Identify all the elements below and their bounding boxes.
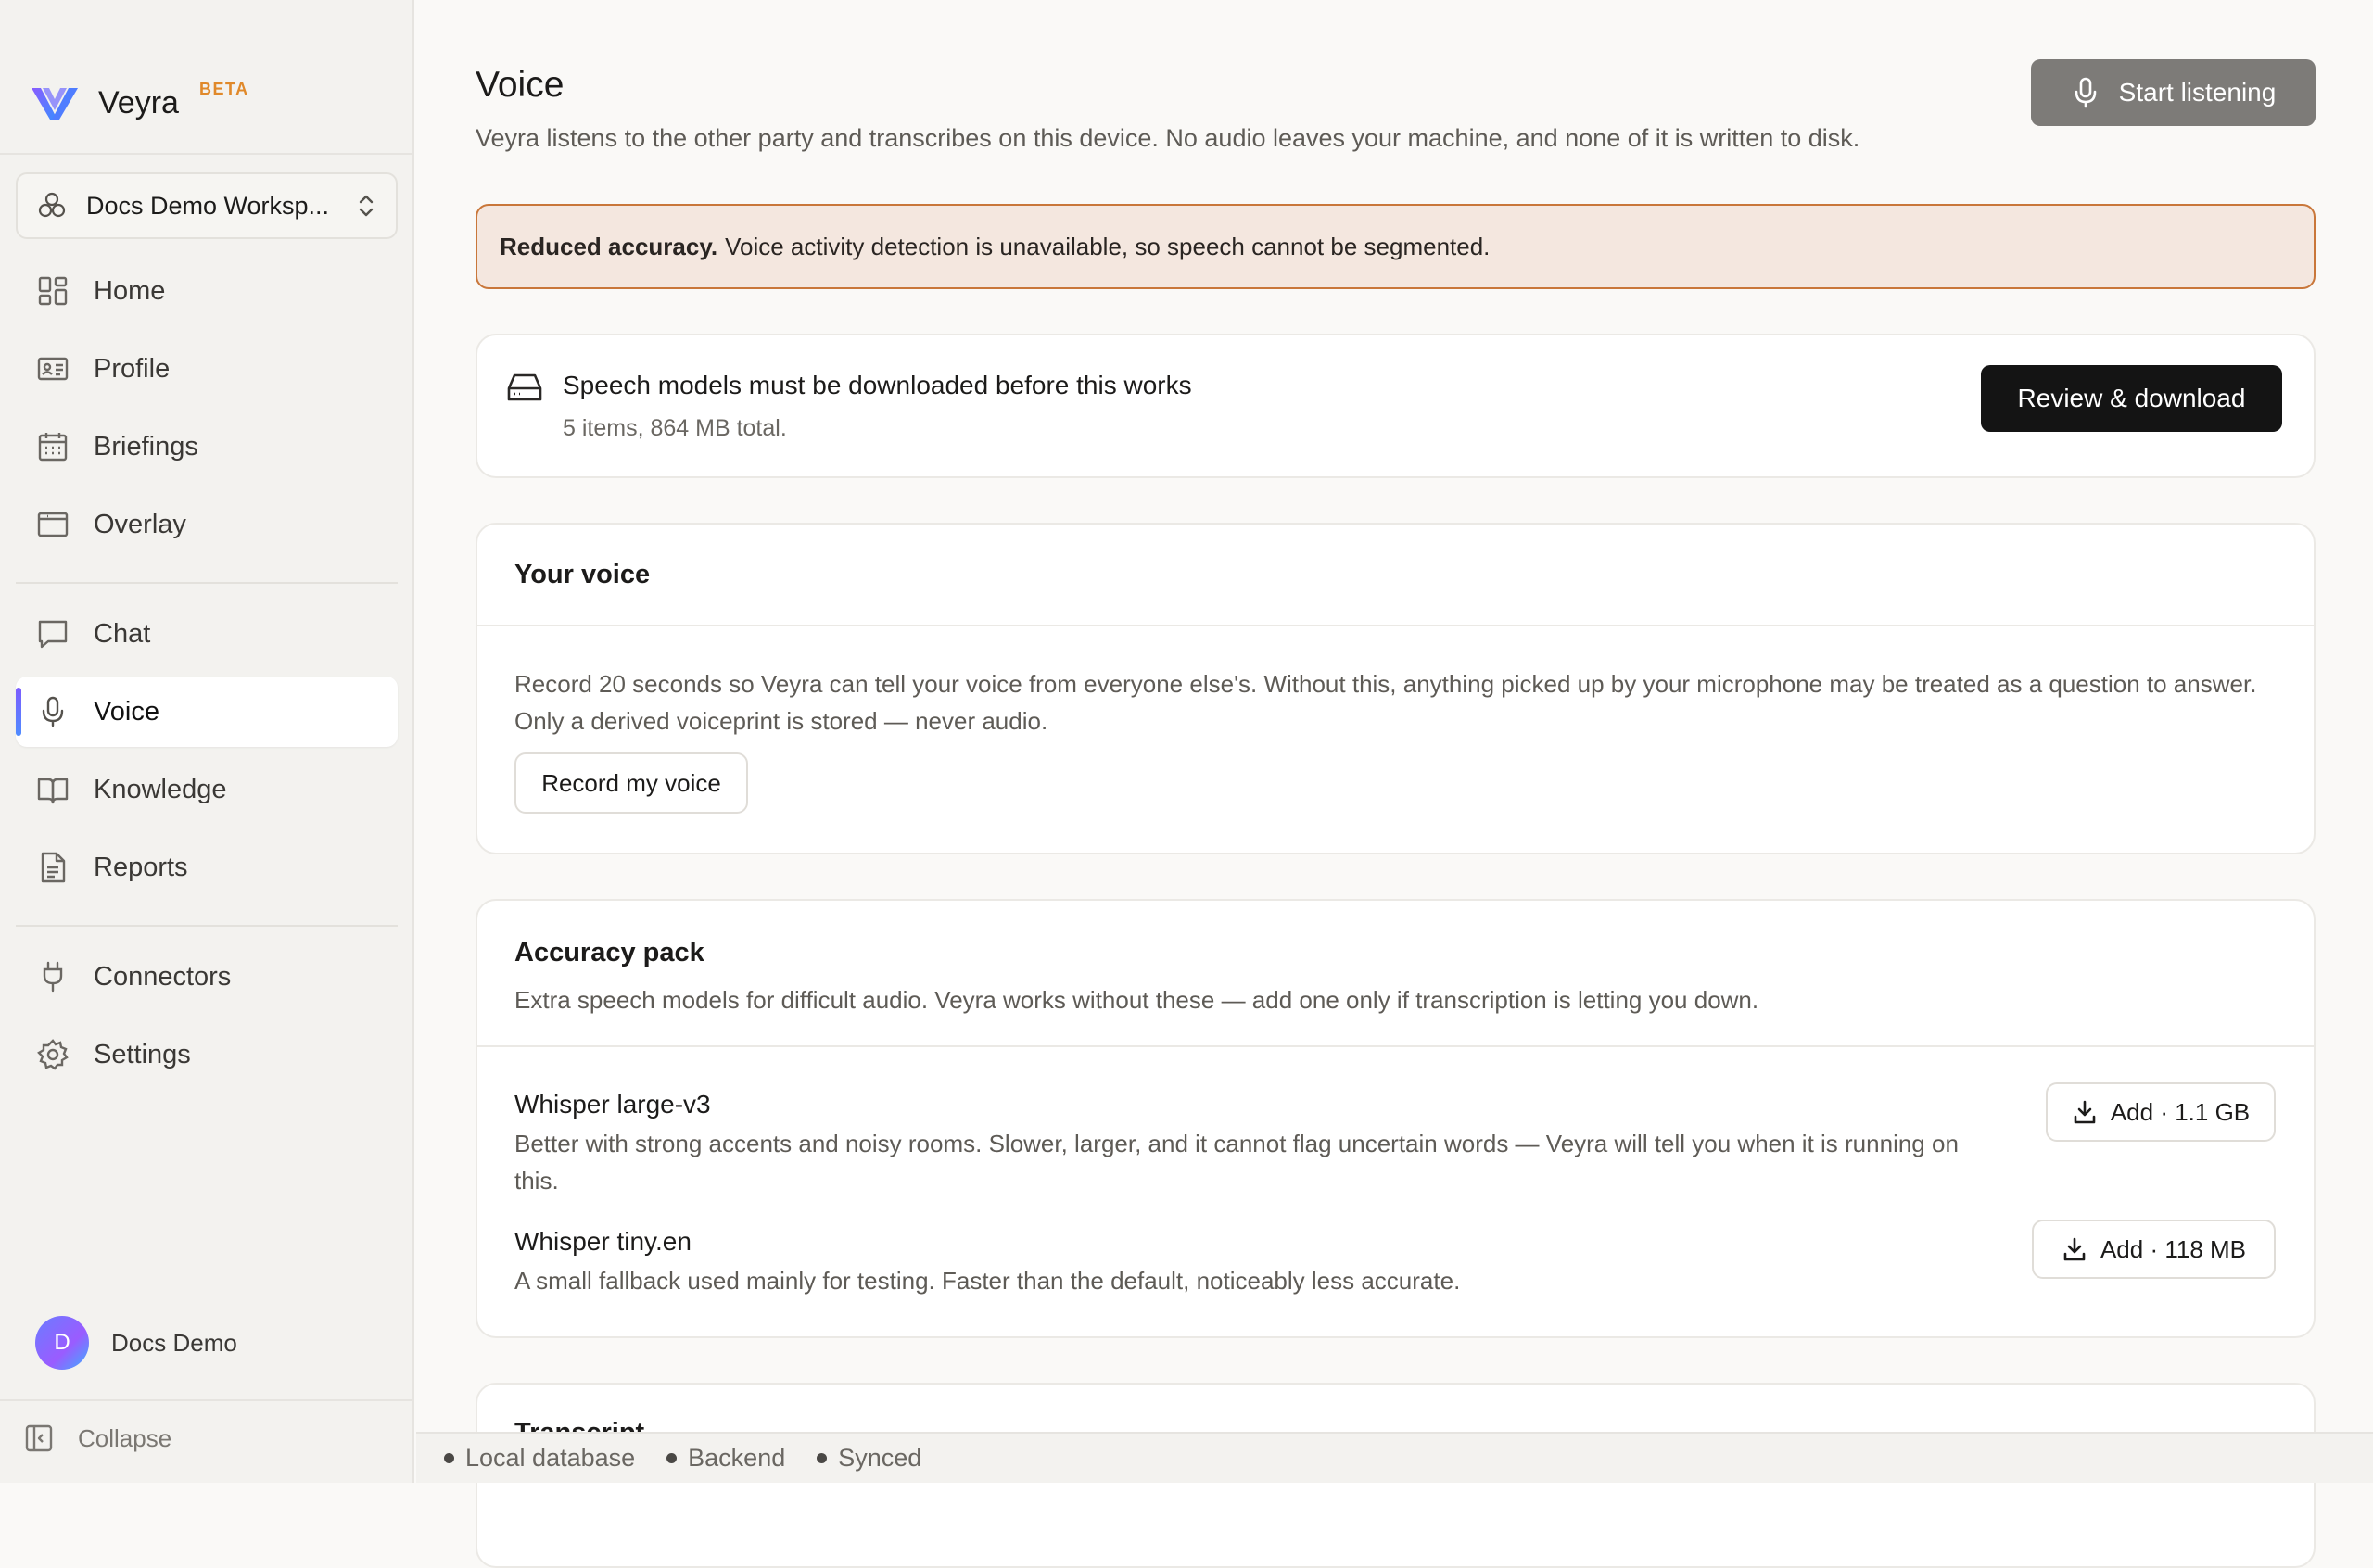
sidebar-item-label: Home: [94, 275, 166, 306]
model-name: Whisper large-v3: [514, 1090, 711, 1119]
collapse-button[interactable]: [24, 1423, 171, 1453]
collapse-label: Collapse: [78, 1423, 172, 1452]
sidebar-item-label: Briefings: [94, 431, 198, 462]
sidebar-item-label: Settings: [94, 1039, 191, 1069]
sidebar-item-voice[interactable]: [16, 677, 398, 747]
sidebar-item-knowledge[interactable]: [16, 754, 398, 825]
user-profile[interactable]: [35, 1316, 237, 1370]
accuracy-pack-subtitle: Extra speech models for difficult audio. Veyra works without these — add one only if transcription is letting you down.: [514, 986, 1759, 1014]
window-icon: [36, 508, 70, 541]
sidebar-divider: [0, 153, 412, 155]
page-title: Voice: [476, 65, 565, 105]
sidebar-item-label: Knowledge: [94, 774, 227, 804]
avatar: D: [35, 1316, 89, 1370]
document-icon: [36, 851, 70, 884]
add-whisper-tiny-button[interactable]: [2032, 1220, 2276, 1279]
status-label: Backend: [688, 1444, 786, 1472]
sidebar-item-reports[interactable]: [16, 832, 398, 903]
status-dot-icon: [666, 1453, 677, 1463]
your-voice-description: Record 20 seconds so Veyra can tell your voice from everyone else's. Without this, anything picked up by your microphone may be treated as a question to answer. Only a derived voiceprint is stored — never audio.: [514, 670, 2257, 735]
accuracy-pack-card: [476, 899, 2316, 1338]
sidebar-item-home[interactable]: [16, 256, 398, 326]
microphone-icon: [36, 695, 70, 728]
brand[interactable]: [30, 78, 249, 128]
book-icon: [36, 773, 70, 806]
add-button-label: Add · 118 MB: [2100, 1234, 2247, 1263]
status-dot-icon: [817, 1453, 827, 1463]
microphone-icon: [2071, 76, 2100, 109]
beta-badge: BETA: [198, 80, 249, 98]
sidebar-item-label: Chat: [94, 618, 151, 649]
sidebar-item-settings[interactable]: [16, 1019, 398, 1090]
sidebar-item-label: Overlay: [94, 509, 186, 539]
status-backend: [666, 1444, 785, 1473]
veyra-logo-icon: [30, 82, 80, 123]
your-voice-card: [476, 523, 2316, 854]
status-label: Synced: [838, 1444, 922, 1472]
download-icon: [2072, 1099, 2098, 1125]
workspace-name: Docs Demo Worksp...: [86, 191, 330, 220]
user-name: Docs Demo: [111, 1328, 237, 1357]
model-name: Whisper tiny.en: [514, 1227, 692, 1256]
sidebar-divider: [0, 1399, 412, 1401]
warning-title: Reduced accuracy.: [500, 232, 718, 260]
download-card-subtitle: 5 items, 864 MB total.: [563, 415, 787, 441]
card-divider: [477, 625, 2314, 626]
main-content: [416, 0, 2373, 1432]
status-local-database: [444, 1444, 635, 1473]
accuracy-pack-title: Accuracy pack: [514, 938, 704, 967]
chat-icon: [36, 617, 70, 651]
sidebar-item-label: Profile: [94, 353, 171, 384]
sidebar-item-chat[interactable]: [16, 599, 398, 669]
sidebar-item-briefings[interactable]: [16, 411, 398, 482]
your-voice-title: Your voice: [514, 560, 651, 589]
review-download-button[interactable]: Review & download: [1981, 365, 2282, 432]
sidebar-item-label: Connectors: [94, 961, 232, 992]
dashboard-icon: [36, 274, 70, 308]
start-listening-button[interactable]: [2031, 59, 2316, 126]
card-divider: [477, 1045, 2314, 1047]
status-dot-icon: [444, 1453, 454, 1463]
page-subtitle: Veyra listens to the other party and transcribes on this device. No audio leaves your machine, and none of it is written to disk.: [476, 124, 1860, 152]
sidebar-item-profile[interactable]: [16, 334, 398, 404]
chevron-up-down-icon: [355, 192, 377, 220]
download-icon: [2062, 1236, 2087, 1262]
calendar-icon: [36, 430, 70, 463]
workspace-icon: [36, 190, 68, 221]
sidebar-item-connectors[interactable]: [16, 942, 398, 1012]
download-models-card: [476, 334, 2316, 478]
sidebar-item-label: Voice: [94, 696, 159, 727]
warning-banner: [476, 204, 2316, 289]
sidebar-item-overlay[interactable]: [16, 489, 398, 560]
add-whisper-large-button[interactable]: [2046, 1082, 2276, 1142]
add-button-label: Add · 1.1 GB: [2110, 1097, 2251, 1126]
status-label: Local database: [465, 1444, 636, 1472]
id-card-icon: [36, 352, 70, 386]
sidebar-item-label: Reports: [94, 852, 188, 882]
nav-divider: [16, 582, 398, 584]
status-synced: [817, 1444, 921, 1473]
nav-divider: [16, 925, 398, 927]
hard-drive-icon: [507, 373, 542, 402]
gear-icon: [36, 1038, 70, 1071]
start-listening-label: Start listening: [2118, 78, 2277, 107]
warning-text: Voice activity detection is unavailable, so speech cannot be segmented.: [725, 232, 1491, 260]
plug-icon: [36, 960, 70, 993]
record-voice-button[interactable]: Record my voice: [514, 752, 748, 814]
download-card-title: Speech models must be downloaded before this works: [563, 371, 1192, 399]
sidebar-collapse-icon: [24, 1423, 54, 1453]
brand-name: Veyra: [98, 84, 179, 120]
model-description: Better with strong accents and noisy rooms. Slower, larger, and it cannot flag uncertain words — Veyra will tell you when it is running on this.: [514, 1130, 1959, 1195]
model-description: A small fallback used mainly for testing. Faster than the default, noticeably less accurate.: [514, 1267, 1461, 1295]
workspace-switcher[interactable]: [16, 172, 398, 239]
sidebar: [0, 0, 414, 1483]
status-bar: [416, 1432, 2373, 1483]
